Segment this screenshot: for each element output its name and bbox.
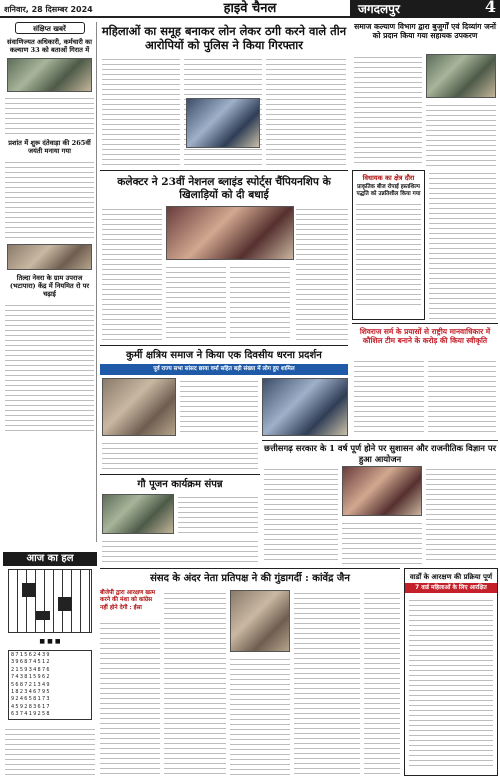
mla-box bbox=[352, 170, 425, 320]
divider bbox=[100, 345, 348, 346]
parliament-side-headline: बीजेपी द्वारा आरक्षण खत्म करने की मंशा को कांग्रेस नहीं होने देगी : ईसा bbox=[100, 590, 156, 611]
sudoku-row: 568721349 bbox=[11, 681, 51, 688]
lead-headline: महिलाओं का समूह बनाकर लोन लेकर ठगी करने वाले तीन आरोपियों को पुलिस ने किया गिरफ्तार bbox=[101, 24, 347, 52]
ward-box-title: वार्डों के आरक्षण की प्रक्रिया पूर्ण bbox=[409, 572, 493, 581]
ward-box-sub: 7 वार्ड महिलाओं के लिए आरक्षित bbox=[405, 583, 497, 593]
parliament-body4 bbox=[294, 590, 360, 776]
parliament-body1 bbox=[100, 620, 160, 776]
parliament-body2 bbox=[164, 590, 226, 776]
header-edition: जगदलपुर bbox=[358, 2, 400, 16]
section-label: संक्षिप्त खबरें bbox=[15, 22, 85, 34]
brief3-title: तिल्दा नेवरा के ग्राम उपराज (भटापारा) केंद्र में नियमित रो पर चढ़ाई bbox=[9, 274, 90, 298]
cg-body1 bbox=[264, 466, 338, 564]
parliament-headline: संसद के अंदर नेता प्रतिपक्ष ने की गुंडागर्दी : कांवेंद्र जैन bbox=[150, 573, 350, 584]
divider bbox=[100, 170, 348, 171]
gau-photo bbox=[102, 494, 174, 534]
divider bbox=[100, 474, 260, 475]
brief2-body bbox=[5, 159, 94, 241]
header-title: हाइवे चैनल bbox=[150, 0, 350, 18]
cg-body2 bbox=[342, 520, 422, 564]
chhattisgarh-headline: छत्तीसगढ़ सरकार के 1 वर्ष पूर्ण होने पर सुशासन और राजनीतिक विज्ञान पर हुआ आयोजन bbox=[263, 443, 497, 464]
header-date: शनिवार, 28 दिसम्बर 2024 bbox=[4, 5, 93, 14]
header-date-block bbox=[0, 0, 150, 18]
cg-body3 bbox=[426, 466, 496, 564]
sudoku-row: 396874512 bbox=[11, 659, 51, 666]
kurmi-body1 bbox=[180, 378, 258, 436]
puzzle-title: आज का हल bbox=[3, 552, 97, 566]
sudoku-heading: ■ ■ ■ bbox=[39, 638, 61, 645]
collector-photo bbox=[166, 206, 294, 260]
kurmi-headline: कुर्मी क्षत्रिय समाज ने किया एक दिवसीय धरना प्रदर्शन bbox=[126, 350, 322, 361]
collector-headline: कलेक्टर ने 23वीं नेशनल ब्लाइंड स्पोर्ट्स चैंपियनशिप के खिलाड़ियों को दी बधाई bbox=[117, 176, 331, 201]
ward-box-body bbox=[409, 597, 493, 767]
lead-body-col1 bbox=[102, 56, 180, 166]
brief3-body bbox=[5, 302, 94, 434]
divider bbox=[262, 440, 498, 441]
parliament-body3 bbox=[230, 656, 290, 776]
sudoku-row: 637419258 bbox=[11, 711, 51, 718]
header-edition-block bbox=[350, 0, 500, 18]
kurmi-body2 bbox=[102, 440, 258, 470]
kurmi-photo1 bbox=[102, 378, 176, 436]
shivraj-headline: शिवराज सर्म के प्रयासों से राष्ट्रीय मानवाधिकार में कौशिल टीम बनाने के करोड़ की किया स्वीकृति bbox=[359, 327, 491, 345]
puzzle-notes bbox=[5, 726, 95, 776]
parliament-body5 bbox=[364, 590, 400, 776]
brief2-photo bbox=[7, 244, 92, 270]
gau-body bbox=[178, 494, 258, 534]
collector-body-col1 bbox=[102, 206, 162, 342]
gau-headline: गौ पूजन कार्यक्रम संपन्न bbox=[137, 479, 223, 490]
mla-box-sub: प्राकृतिक बीज रोपाई हस्तशिल्प पद्धति को उन्नतिशील किया गया bbox=[356, 184, 421, 197]
collector-body-col3 bbox=[230, 264, 290, 342]
divider bbox=[100, 568, 400, 569]
crossword-block bbox=[36, 611, 50, 620]
mla-box-title: विधायक का क्षेत्र दौरा bbox=[362, 174, 415, 182]
brief1-photo bbox=[7, 58, 92, 92]
crossword-block bbox=[22, 583, 36, 597]
kurmi-subheadline: पूर्व राज्य सभा सांसद छाया वर्मा सहित बड़ी संख्या में लोग हुए शामिल bbox=[100, 364, 348, 375]
mla-box-body bbox=[356, 201, 421, 305]
gau-body2 bbox=[102, 538, 258, 564]
sudoku-row: 871562439 bbox=[11, 652, 51, 658]
lead-photo bbox=[186, 98, 260, 148]
sudoku-row: 215934876 bbox=[11, 666, 51, 673]
collector-body-col4 bbox=[296, 206, 348, 342]
brief1-title: संवाणिज्यत अधिकारी, कर्मचारी का कल्याण 33 को बताओं गिरात में bbox=[7, 38, 92, 54]
crossword-block bbox=[58, 597, 72, 611]
crossword-grid bbox=[8, 569, 92, 633]
parliament-photo bbox=[230, 590, 290, 652]
sudoku-row: 459283617 bbox=[11, 703, 51, 710]
right-mid-body bbox=[429, 170, 496, 320]
right-top-photo bbox=[426, 54, 496, 98]
sudoku-grid bbox=[8, 650, 92, 720]
right-top-headline: समाज कल्याण विभाग द्वारा बुजुर्गों एवं दिव्यांग जनों को प्रदान किया गया सहायक उपकरण bbox=[354, 22, 496, 41]
lead-body-col3 bbox=[266, 56, 346, 166]
left-column bbox=[3, 22, 97, 542]
collector-body-col2 bbox=[166, 264, 226, 342]
brief2-title: प्रशांत में शुरू दंतेवाड़ा की 265वीं जयंती मनाया गया bbox=[8, 139, 91, 155]
ward-box bbox=[404, 568, 498, 776]
right-top-body1 bbox=[354, 54, 422, 166]
page-number: 4 bbox=[484, 0, 496, 16]
right-top-body2 bbox=[426, 102, 496, 166]
shivraj-body2 bbox=[428, 358, 496, 436]
divider bbox=[352, 323, 498, 324]
sudoku-row: 743815962 bbox=[11, 674, 51, 681]
brief1-body bbox=[5, 95, 94, 135]
sudoku-row: 924658173 bbox=[11, 696, 51, 703]
kurmi-photo2 bbox=[262, 378, 348, 436]
shivraj-body1 bbox=[354, 358, 424, 436]
sudoku-row: 182346795 bbox=[11, 689, 51, 696]
cg-photo bbox=[342, 466, 422, 516]
